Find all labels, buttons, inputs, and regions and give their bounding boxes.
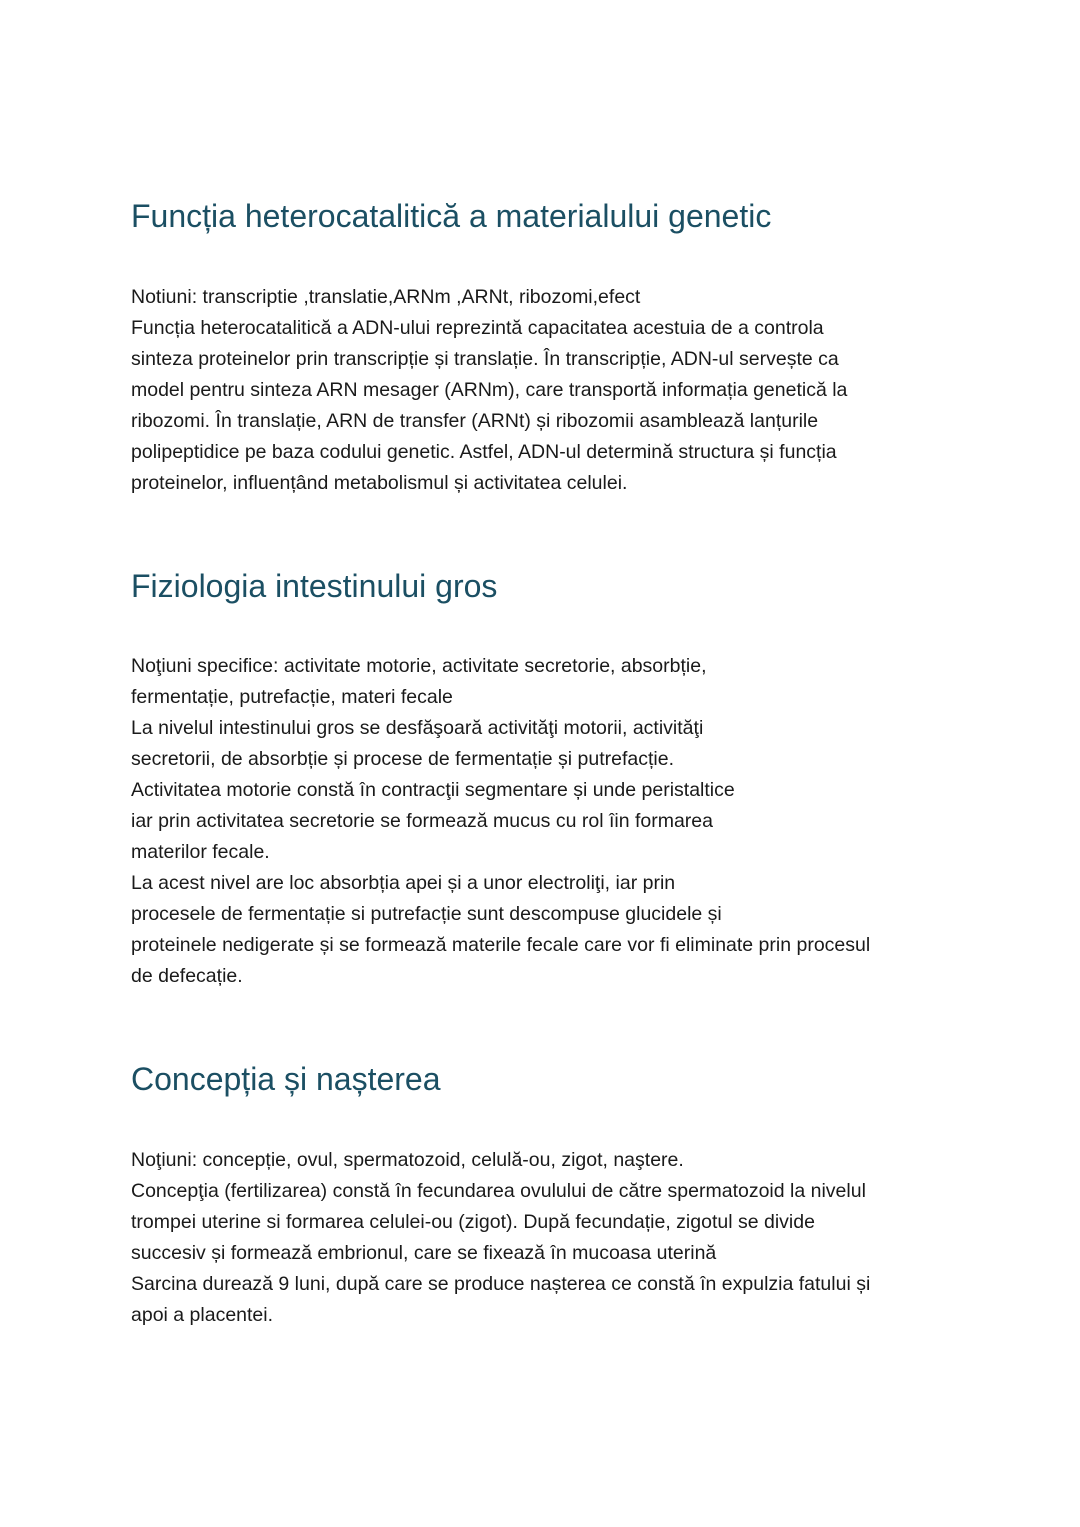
text-line: fermentație, putrefacție, materi fecale: [131, 686, 453, 708]
text-line: polipeptidice pe baza codului genetic. Astfel, ADN-ul determină structura și funcția: [131, 441, 837, 463]
text-line: succesiv și formează embrionul, care se fixează în mucoasa uterină: [131, 1242, 717, 1264]
text-line: Noţiuni specifice: activitate motorie, activitate secretorie, absorbție,: [131, 655, 707, 677]
section-large-intestine-physiology: [131, 566, 951, 606]
text-line: sinteza proteinelor prin transcripție și translație. În transcripție, ADN-ul servește ca: [131, 348, 839, 370]
text-line: trompei uterine si formarea celulei-ou (zigot). După fecundație, zigotul se divide: [131, 1211, 815, 1233]
section-body: [131, 1145, 951, 1331]
text-line: de defecație.: [131, 965, 243, 987]
text-line: Funcția heterocatalitică a ADN-ului reprezintă capacitatea acestuia de a controla: [131, 317, 824, 339]
text-line: Sarcina durează 9 luni, după care se produce nașterea ce constă în expulzia fatului și: [131, 1273, 871, 1295]
text-line: proteinele nedigerate și se formează materile fecale care vor fi eliminate prin procesul: [131, 934, 871, 956]
text-line: model pentru sinteza ARN mesager (ARNm), care transportă informația genetică la: [131, 379, 848, 401]
text-line: Activitatea motorie constă în contracţii segmentare și unde peristaltice: [131, 779, 735, 801]
text-line: Concepţia (fertilizarea) constă în fecundarea ovulului de către spermatozoid la nivelul: [131, 1180, 866, 1202]
text-line: materilor fecale.: [131, 841, 270, 863]
text-line: La nivelul intestinului gros se desfăşoară activităţi motorii, activităţi: [131, 717, 704, 739]
text-line: procesele de fermentație si putrefacție sunt descompuse glucidele și: [131, 903, 722, 925]
section-conception-and-birth: [131, 1059, 951, 1099]
text-line: secretorii, de absorbție și procese de fermentație și putrefacție.: [131, 748, 675, 770]
text-line: Noţiuni: concepție, ovul, spermatozoid, celulă-ou, zigot, naştere.: [131, 1149, 684, 1171]
section-heading: Funcția heterocatalitică a materialului genetic: [131, 198, 772, 234]
section-body: [131, 651, 951, 992]
text-line: Notiuni: transcriptie ,translatie,ARNm ,ARNt, ribozomi,efect: [131, 286, 641, 308]
text-line: proteinelor, influențând metabolismul și activitatea celulei.: [131, 472, 628, 494]
section-heterocatalytic-function: [131, 196, 951, 236]
text-line: La acest nivel are loc absorbția apei și a unor electroliţi, iar prin: [131, 872, 676, 894]
text-line: iar prin activitatea secretorie se formează mucus cu rol îin formarea: [131, 810, 713, 832]
section-heading: Concepția și nașterea: [131, 1061, 441, 1097]
text-line: ribozomi. În translație, ARN de transfer (ARNt) și ribozomii asamblează lanțurile: [131, 410, 819, 432]
section-body: [131, 282, 951, 499]
section-heading: Fiziologia intestinului gros: [131, 568, 498, 604]
text-line: apoi a placentei.: [131, 1304, 274, 1326]
